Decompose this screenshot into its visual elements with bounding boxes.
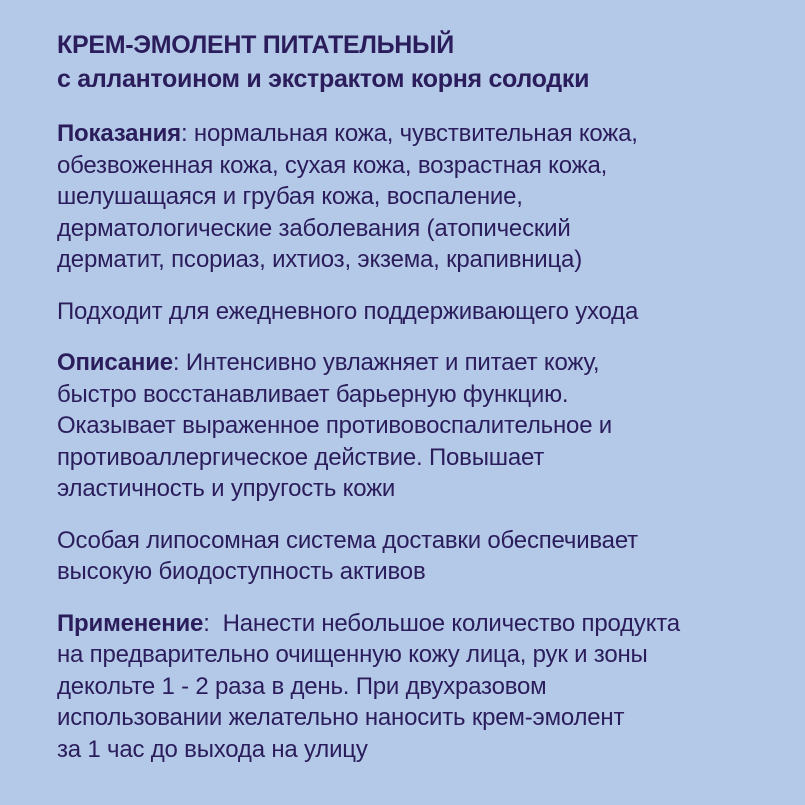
text-line: : Интенсивно увлажняет и питает кожу, [172,349,600,376]
application-label: Применение [57,609,204,637]
description-label: Описание [57,349,173,376]
text-line: на предварительно очищенную кожу лица, рук и зоны [57,641,648,668]
text-line: высокую биодоступность активов [57,558,426,585]
text-line: шелушащаяся и грубая кожа, воспаление, [57,183,523,210]
application-section [57,608,797,766]
liposome-note [57,525,797,588]
text-line: Оказывает выраженное противовоспалительное и [57,412,613,439]
product-title [57,28,797,96]
title-line-2: с аллантоином и экстрактом корня солодки [57,65,590,93]
text-line: за 1 час до выхода на улицу [57,735,368,763]
text-line: Подходит для ежедневного поддерживающего ухода [57,297,639,325]
text-line: декольте 1 - 2 раза в день. При двухразовом [57,672,547,700]
text-line: быстро восстанавливает барьерную функцию. [57,380,569,408]
product-info [57,28,797,765]
text-line: дерматологические заболевания (атопический [57,214,571,242]
text-line: противоаллергическое действие. Повышает [57,443,545,471]
text-line: обезвоженная кожа, сухая кожа, возрастная кожа, [57,151,608,179]
text-line: : нормальная кожа, чувствительная кожа, [180,120,638,147]
description-section [57,347,797,505]
indications-section [57,118,797,276]
text-line: дерматит, псориаз, ихтиоз, экзема, крапивница) [57,246,582,273]
text-line: : Нанести небольшое количество продукта [203,609,680,637]
title-line-1: КРЕМ-ЭМОЛЕНТ ПИТАТЕЛЬНЫЙ [57,31,454,59]
text-line: использовании желательно наносить крем-эмолент [57,704,625,731]
text-line: эластичность и упругость кожи [57,475,396,502]
daily-care-note [57,296,797,328]
indications-label: Показания [57,120,181,147]
text-line: Особая липосомная система доставки обеспечивает [57,526,638,554]
